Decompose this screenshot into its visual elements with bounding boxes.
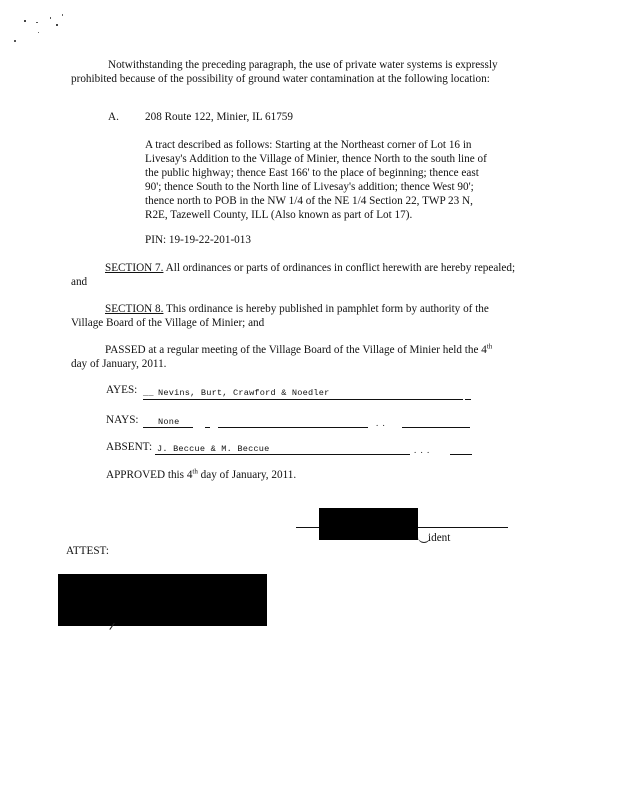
absent-label: ABSENT: bbox=[106, 441, 153, 453]
ayes-underscore: __ bbox=[143, 388, 154, 398]
approved-sup: th bbox=[192, 467, 198, 476]
tract-line-4: 90'; thence South to the North line of Livesay's addition; thence West 90'; bbox=[145, 181, 474, 193]
section-8-line-2: Village Board of the Village of Minier; and bbox=[71, 317, 265, 329]
absent-line-2 bbox=[450, 454, 472, 455]
nays-line-3 bbox=[218, 427, 368, 428]
signature-line-left bbox=[296, 527, 320, 528]
approved-text-b: day of January, 2011. bbox=[197, 469, 297, 481]
absent-line-1 bbox=[155, 454, 410, 455]
absent-value: J. Beccue & M. Beccue bbox=[157, 444, 270, 454]
passed-line-1 bbox=[105, 343, 492, 358]
section-8-heading: SECTION 8. bbox=[105, 303, 164, 315]
nays-label: NAYS: bbox=[106, 414, 139, 426]
passed-line-2: day of January, 2011. bbox=[71, 358, 167, 370]
redacted-signature bbox=[319, 508, 418, 540]
pin-number: PIN: 19-19-22-201-013 bbox=[145, 234, 251, 246]
nays-dots: . . bbox=[376, 418, 386, 428]
tract-line-5: thence north to POB in the NW 1/4 of the NE 1/4 Section 22, TWP 23 N, bbox=[145, 195, 473, 207]
section-7-line bbox=[105, 261, 515, 276]
section-7-heading: SECTION 7. bbox=[105, 262, 164, 274]
scan-specks bbox=[14, 14, 64, 48]
section-8-text: This ordinance is hereby published in pamphlet form by authority of the bbox=[166, 303, 489, 315]
president-title-fragment: ident bbox=[428, 532, 451, 544]
redacted-attest-signature bbox=[58, 574, 267, 626]
nays-line-2 bbox=[205, 427, 210, 428]
ayes-line-end bbox=[465, 399, 471, 400]
tract-line-3: the public highway; thence East 166' to the place of beginning; thence east bbox=[145, 167, 479, 179]
ayes-label: AYES: bbox=[106, 384, 138, 396]
tract-line-2: Livesay's Addition to the Village of Minier, thence North to the south line of bbox=[145, 153, 487, 165]
ayes-line bbox=[143, 399, 463, 400]
signature-line-right bbox=[418, 527, 508, 528]
nays-line-1 bbox=[143, 427, 193, 428]
passed-text: PASSED at a regular meeting of the Village Board of the Village of Minier held the 4 bbox=[105, 344, 487, 356]
section-7-and: and bbox=[71, 276, 88, 288]
ayes-value: Nevins, Burt, Crawford & Noedler bbox=[158, 388, 330, 398]
section-8-line-1 bbox=[105, 302, 489, 317]
intro-line-2: prohibited because of the possibility of ground water contamination at the following location: bbox=[71, 73, 490, 85]
absent-dots: . . . bbox=[414, 445, 431, 455]
tract-line-6: R2E, Tazewell County, ILL (Also known as part of Lot 17). bbox=[145, 209, 413, 221]
nays-value: None bbox=[158, 417, 180, 427]
approved-line bbox=[106, 468, 296, 483]
nays-line-4 bbox=[402, 427, 470, 428]
intro-line-1: Notwithstanding the preceding paragraph, the use of private water systems is expressly bbox=[108, 59, 498, 71]
approved-text-a: APPROVED this 4 bbox=[106, 469, 193, 481]
passed-sup: th bbox=[486, 342, 493, 351]
tract-line-1: A tract described as follows: Starting at the Northeast corner of Lot 16 in bbox=[145, 139, 472, 151]
item-a-address: 208 Route 122, Minier, IL 61759 bbox=[145, 111, 293, 123]
section-7-text: All ordinances or parts of ordinances in conflict herewith are hereby repealed; bbox=[165, 262, 516, 274]
attest-label: ATTEST: bbox=[66, 545, 109, 557]
item-a-marker: A. bbox=[108, 111, 119, 123]
